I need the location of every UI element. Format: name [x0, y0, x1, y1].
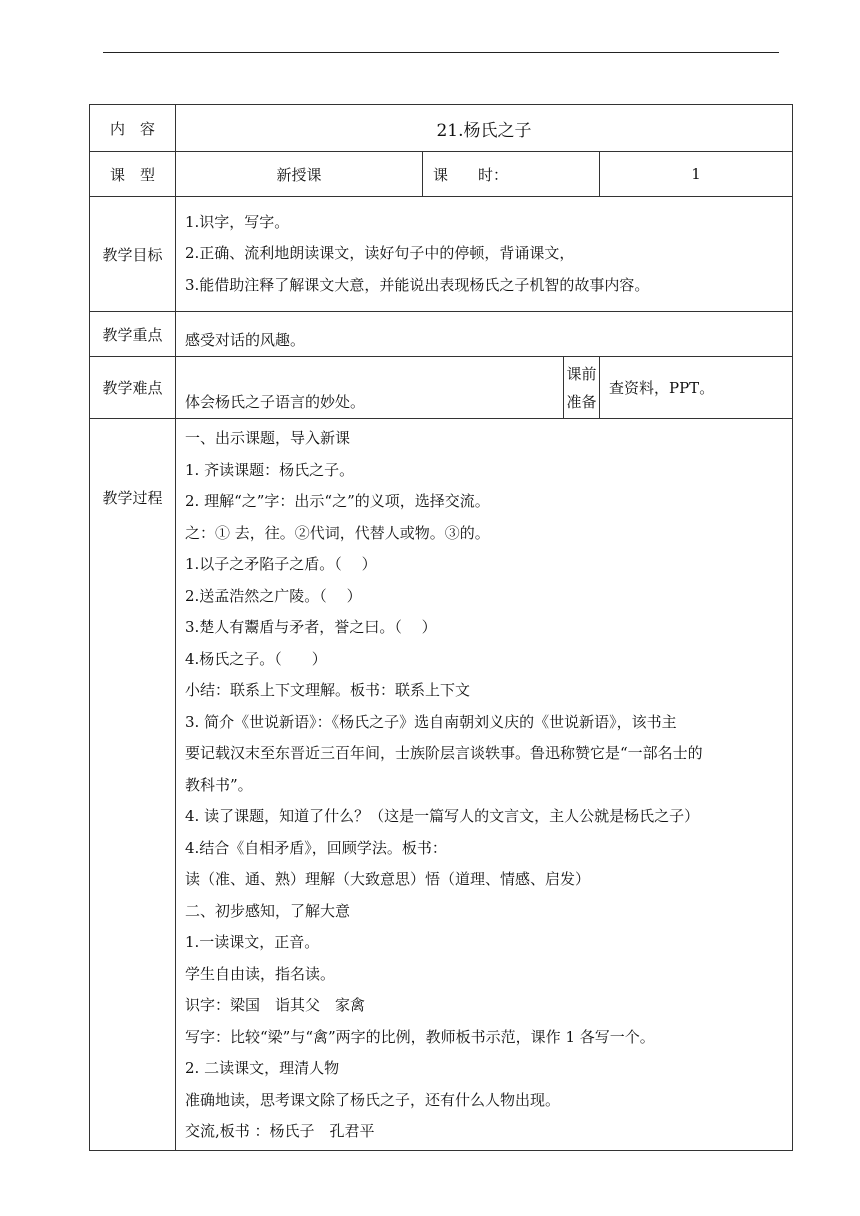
process-line: 2. 理解“之”字：出示“之”的义项，选择交流。: [185, 492, 490, 510]
content-label: 内 容: [90, 105, 176, 152]
process-line: 2. 二读课文，理清人物: [185, 1059, 340, 1077]
process-line: 准确地读，思考课文除了杨氏之子，还有什么人物出现。: [185, 1090, 561, 1109]
process-line: 4.杨氏之子。（ ）: [185, 649, 327, 668]
process-line: 二、初步感知，了解大意: [185, 901, 351, 920]
key-label: 教学重点: [90, 312, 176, 357]
key-value: 感受对话的风趣。: [176, 312, 793, 357]
row-goals: [90, 197, 793, 312]
prep-value: 查资料，PPT。: [600, 357, 793, 419]
header-rule: [103, 52, 779, 53]
process-line: 识字：梁国 诣其父 家禽: [185, 996, 366, 1014]
prep-label-line-1: 课前: [566, 364, 597, 383]
type-label: 课 型: [90, 152, 176, 197]
process-content: [176, 419, 793, 1151]
process-line: 写字：比较“梁”与“禽”两字的比例，教师板书示范，课作 1 各写一个。: [185, 1027, 655, 1046]
hours-label: 课 时：: [423, 152, 600, 197]
row-process: [90, 419, 793, 1151]
process-line: 要记载汉末至东晋近三百年间，士族阶层言谈轶事。鲁迅称赞它是“一部名士的: [185, 744, 703, 762]
goal-item: 1.识字，写字。: [185, 212, 290, 231]
lesson-plan-table: [89, 104, 793, 1151]
process-line: 4.结合《自相矛盾》，回顾学法。板书：: [185, 838, 447, 857]
process-line: 一、出示课题，导入新课: [185, 429, 351, 447]
goal-item: 3.能借助注释了解课文大意，并能说出表现杨氏之子机智的故事内容。: [185, 275, 650, 294]
difficulty-value: 体会杨氏之子语言的妙处。: [176, 357, 564, 419]
process-line: 3.楚人有鬻盾与矛者，誉之曰。（ ）: [185, 618, 437, 636]
row-content: [90, 105, 793, 152]
goal-item: 2.正确、流利地朗读课文，读好句子中的停顿，背诵课文，: [185, 244, 575, 263]
goals-label: 教学目标: [90, 197, 176, 312]
process-label: 教学过程: [90, 419, 176, 1151]
process-line: 教科书”。: [185, 775, 253, 794]
lesson-title: 21.杨氏之子: [176, 105, 793, 152]
process-line: 2.送孟浩然之广陵。（ ）: [185, 586, 362, 605]
row-difficulty: [90, 357, 793, 419]
type-value: 新授课: [176, 152, 423, 197]
process-line: 学生自由读，指名读。: [185, 964, 336, 983]
process-line: 3. 简介《世说新语》：《杨氏之子》选自南朝刘义庆的《世说新语》，该书主: [185, 712, 677, 731]
process-line: 1.以子之矛陷子之盾。（ ）: [185, 555, 377, 573]
row-type: [90, 152, 793, 197]
process-line: 4. 读了课题，知道了什么？（这是一篇写人的文言文，主人公就是杨氏之子）: [185, 807, 700, 825]
process-line: 之：① 去，往。②代词，代替人或物。③的。: [185, 523, 490, 542]
prep-label: [564, 357, 600, 419]
hours-value: 1: [600, 152, 793, 197]
process-line: 交流,板书 ：杨氏子 孔君平: [185, 1122, 375, 1140]
process-line: 读（准、通、熟）理解（大致意思）悟（道理、情感、启发）: [185, 870, 591, 888]
process-line: 1.一读课文，正音。: [185, 933, 320, 951]
prep-label-line-2: 准备: [566, 392, 597, 411]
difficulty-label: 教学难点: [90, 357, 176, 419]
row-key: [90, 312, 793, 357]
process-line: 1. 齐读课题：杨氏之子。: [185, 460, 355, 479]
goals-list: [176, 197, 793, 312]
process-line: 小结：联系上下文理解。板书：联系上下文: [185, 681, 471, 699]
